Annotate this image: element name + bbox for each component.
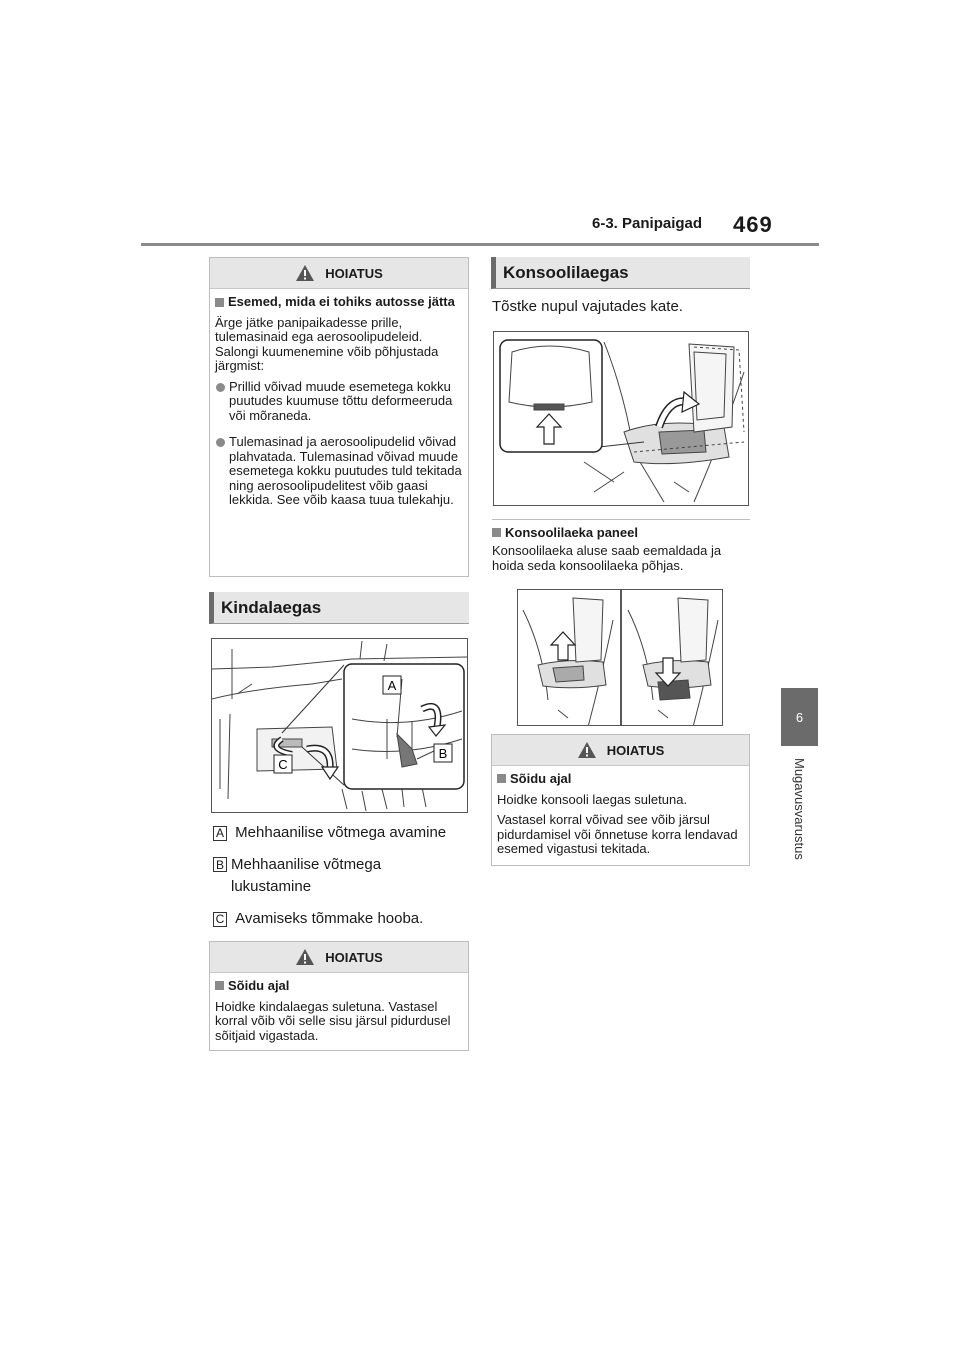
warning-title: HOIATUS xyxy=(325,949,383,965)
callout-b: B xyxy=(438,746,448,761)
warning-body xyxy=(210,973,468,1051)
list-item: A Mehhaanilise võtmega avamine xyxy=(213,822,473,844)
section-title: 6-3. Panipaigad xyxy=(592,215,703,232)
section-heading-console: Konsoolilaegas xyxy=(491,257,750,289)
warning-icon xyxy=(577,741,597,759)
console-sub-text: Konsoolilaeka aluse saab eemaldada ja hoida seda konsoolilaeka põhjas. xyxy=(492,543,722,573)
warning-text: Hoidke kindalaegas suletuna. Vastasel korral võib või selle sisu järsul pidurdusel sõitjaid vigastada. xyxy=(215,998,451,1043)
chapter-tab: 6 xyxy=(781,688,818,746)
glovebox-drawing xyxy=(212,639,468,813)
list-item: Prillid võivad muude esemetega kokku puutudes kuumuse tõttu deformeeruda või mõraneda. xyxy=(215,380,463,424)
warning-box-glovebox xyxy=(209,941,469,1051)
warning-box-console xyxy=(491,734,750,866)
console-sub-heading: Konsoolilaeka paneel xyxy=(492,525,752,540)
callout-c: C xyxy=(278,757,288,772)
warning-text: Hoidke konsooli laegas suletuna. xyxy=(497,791,688,807)
console-panel-drawing xyxy=(518,590,723,726)
console-drawing xyxy=(494,332,749,506)
round-bullet-icon xyxy=(216,383,225,392)
page-number: 469 xyxy=(733,212,773,237)
section-heading-glovebox: Kindalaegas xyxy=(209,592,469,624)
round-bullet-icon xyxy=(216,438,225,447)
warning-icon xyxy=(295,948,315,966)
warning-header xyxy=(210,942,468,973)
divider xyxy=(492,519,750,520)
warning-text: Ärge jätke panipaikadesse prille, tulemasinaid ega aerosoolipudeleid. Salongi kuumenemine võib põhjustada järgmist: xyxy=(215,314,439,373)
glovebox-illustration xyxy=(211,638,468,813)
list-item: C Avamiseks tõmmake hooba. xyxy=(213,908,473,930)
warning-header xyxy=(210,258,468,289)
console-illustration xyxy=(493,331,749,506)
square-bullet-icon xyxy=(215,298,224,307)
header-rule xyxy=(141,243,819,246)
list-item: B Mehhaanilise võtmega lukustamine xyxy=(213,854,443,898)
warning-body xyxy=(210,289,468,516)
callout-a: A xyxy=(387,678,397,693)
label-a: A xyxy=(213,826,227,841)
warning-subheading: Esemed, mida ei tohiks autosse jätta xyxy=(215,295,463,310)
chapter-label xyxy=(781,758,818,878)
warning-header xyxy=(492,735,749,766)
square-bullet-icon xyxy=(492,528,501,537)
warning-box-items xyxy=(209,257,469,577)
square-bullet-icon xyxy=(215,981,224,990)
console-intro: Tõstke nupul vajutades kate. xyxy=(492,298,683,315)
label-c: C xyxy=(213,912,227,927)
warning-title: HOIATUS xyxy=(325,265,383,281)
list-item: Tulemasinad ja aerosoolipudelid võivad plahvatada. Tulemasinad võivad muude esemetega kokku puutudes tuld tekitada ning aerosoolipudelitest võib gaasi lekkida. See võib kaasa tuua tulekahju. xyxy=(215,435,463,508)
warning-icon xyxy=(295,264,315,282)
console-panel-illustration xyxy=(517,589,723,726)
warning-text: Vastasel korral võivad see võib järsul pidurdamisel või õnnetuse korra lendavad esemed vigastusi tekitada. xyxy=(497,812,738,856)
chapter-label-text: Mugavusvarustus xyxy=(792,758,807,860)
warning-title: HOIATUS xyxy=(606,742,665,758)
warning-body xyxy=(492,766,749,865)
label-b: B xyxy=(213,857,227,872)
warning-subheading: Sõidu ajal xyxy=(215,979,463,994)
warning-subheading: Sõidu ajal xyxy=(497,772,744,787)
square-bullet-icon xyxy=(497,774,506,783)
